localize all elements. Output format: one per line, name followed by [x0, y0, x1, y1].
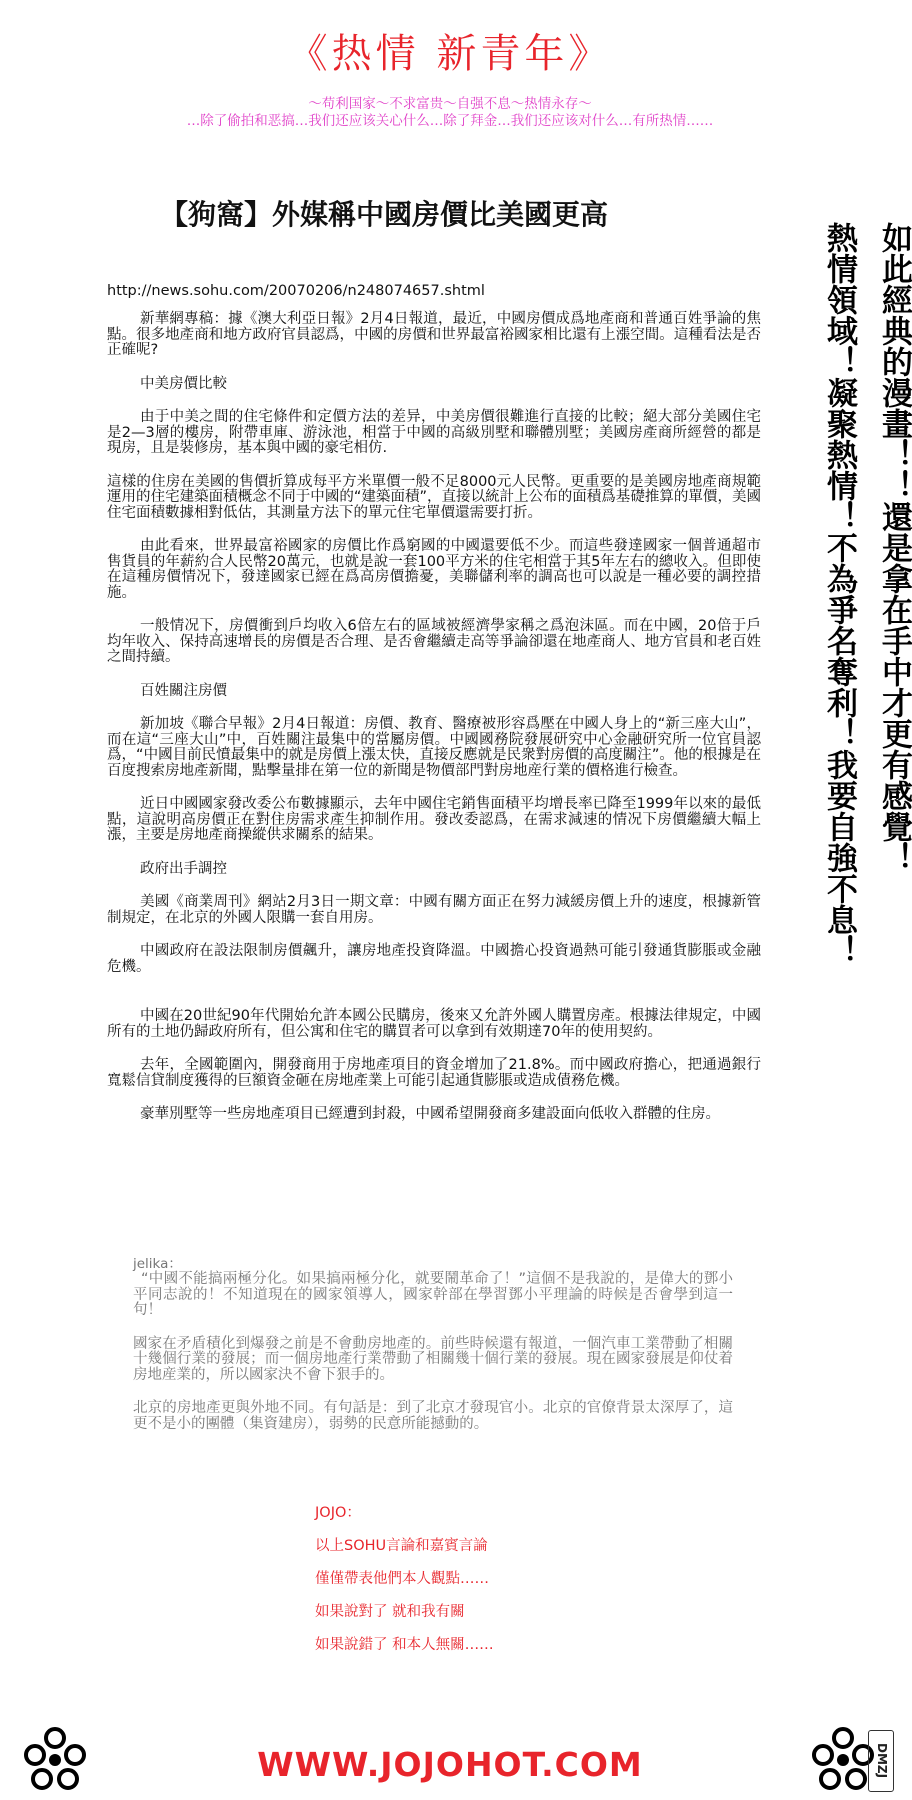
section-heading: 中美房價比較 [140, 375, 227, 392]
article-paragraph: 新華網專稿：據《澳大利亞日報》2月4日報道，最近，中國房價成爲地產商和普通百姓爭論的焦點。很多地產商和地方政府官員認爲，中國的房價和世界最富裕國家相比還有上漲空間。這種看法是否正確呢? [107, 311, 761, 358]
article-body [107, 312, 761, 1141]
banner-title: 《热情 新青年》 [287, 31, 613, 77]
article-paragraph: 中國在20世紀90年代開始允許本國公民購房，後來又允許外國人購置房產。根據法律規定，中國所有的土地仍歸政府所有，但公寓和住宅的購買者可以拿到有效期達70年的使用契約。 [107, 1008, 761, 1040]
disclaimer-line: 僅僅帶表他們本人觀點…… [315, 1571, 489, 1587]
guest-comment [133, 1257, 733, 1450]
comment-paragraph: “中國不能搞兩極分化。如果搞兩極分化，就要鬧革命了！”這個不是我說的，是偉大的鄧小平同志說的！不知道現在的國家領導人，國家幹部在學習鄧小平理論的時候是否會學到這一句！ [133, 1271, 733, 1318]
section-heading: 百姓關注房價 [140, 682, 227, 699]
footer-site-link[interactable]: WWW.JOJOHOT.COM [257, 1745, 643, 1784]
side-slogan-right: 如此經典的漫畫！！還是拿在手中才更有感覺！ [876, 222, 912, 873]
section-heading: 政府出手調控 [140, 860, 227, 877]
article-paragraph: 豪華別墅等一些房地產項目已經遭到封殺，中國希望開發商多建設面向低收入群體的住房。 [140, 1106, 720, 1122]
comment-author: jelika： [133, 1256, 182, 1272]
source-url-link[interactable]: http://news.sohu.com/20070206/n248074657.shtml [107, 283, 485, 299]
article-paragraph: 這樣的住房在美國的售價折算成每平方米單價一般不足8000元人民幣。更重要的是美國房地產商規範運用的住宅建築面積概念不同于中國的“建築面積”，直接以統計上公布的面積爲基礎推算的單價，美國住宅面積數據相對低估，其測量方法下的單元住宅單價還需要打折。 [107, 473, 761, 521]
article-paragraph: 去年，全國範圍內，開發商用于房地產項目的資金增加了21.8%。而中國政府擔心，把通過銀行寬鬆信貸制度獲得的巨額資金砸在房地產業上可能引起通貨膨脹或造成債務危機。 [107, 1057, 761, 1089]
article-paragraph: 近日中國國家發改委公布數據顯示，去年中國住宅銷售面積平均增長率已降至1999年以來的最低點，這說明高房價正在對住房需求產生抑制作用。發改委認爲，在需求減速的情况下房價繼續大幅上漲，主要是房地產商操縱供求關系的結果。 [107, 796, 761, 843]
comment-paragraph: 北京的房地產更與外地不同。有句話是：到了北京才發現官小。北京的官僚背景太深厚了，這更不是小的團體（集資建房），弱勢的民意所能撼動的。 [133, 1400, 733, 1432]
watermark-stamp: DMZJ [868, 1730, 894, 1792]
slogan-line-1: ～苟利国家～不求富贵～自强不息～热情永存～ [308, 96, 592, 112]
article-paragraph: 美國《商業周刊》網站2月3日一期文章：中國有關方面正在努力減緩房價上升的速度，根據新管制規定，在北京的外國人限購一套自用房。 [107, 894, 761, 926]
side-slogan-left: 熱情領域！凝聚熱情！不為爭名奪利！我要自強不息！ [821, 222, 857, 966]
article-paragraph: 由此看來，世界最富裕國家的房價比作爲窮國的中國還要低不少。而這些發達國家一個普通超市售貨員的年薪約合人民幣20萬元，也就是說一套100平方米的住宅相當于其5年左右的總收入。但即使在這種房價情况下，發達國家已經在爲高房價擔憂，美聯儲利率的調高也可以說是一種必要的調控措施。 [107, 538, 761, 601]
article-title: 【狗窩】外媒稱中國房價比美國更高 [160, 198, 609, 231]
disclaimer-line: 以上SOHU言論和嘉賓言論 [315, 1538, 488, 1554]
article-paragraph: 由于中美之間的住宅條件和定價方法的差异，中美房價很難進行直接的比較；絕大部分美國住宅是2—3層的樓房，附帶車庫、游泳池，相當于中國的高級別墅和聯體別墅；美國房產商所經營的都是現房，且是裝修房，基本與中國的豪宅相仿. [107, 409, 761, 456]
comment-paragraph: 國家在矛盾積化到爆發之前是不會動房地產的。前些時候還有報道，一個汽車工業帶動了相關十幾個行業的發展；而一個房地產行業帶動了相關幾十個行業的發展。現在國家發展是仰仗着房地産業的，所以國家決不會下狠手的。 [133, 1335, 733, 1383]
disclaimer-line: 如果說對了 就和我有關 [315, 1604, 465, 1620]
disclaimer-line: JOJO： [315, 1505, 361, 1521]
jojo-disclaimer [315, 1505, 494, 1670]
slogan-line-2: …除了偷拍和恶搞…我们还应该关心什么…除了拜金…我们还应该对什么…有所热情…… [186, 113, 714, 129]
article-paragraph: 中國政府在設法限制房價飆升，讓房地產投資降溫。中國擔心投資過熱可能引發通貨膨脹或金融危機。 [107, 943, 761, 975]
disclaimer-line: 如果說錯了 和本人無關…… [315, 1637, 494, 1653]
article-paragraph: 一般情况下，房價衝到戶均收入6倍左右的區域被經濟學家稱之爲泡沫區。而在中國，20倍于戶均年收入、保持高速增長的房價是否合理、是否會繼續走高等爭論卻還在地產商人、地方官員和老百姓之間持續。 [107, 618, 761, 665]
article-paragraph: 新加坡《聯合早報》2月4日報道：房價、教育、醫療被形容爲壓在中國人身上的“新三座大山”，而在這“三座大山”中，百姓關注最集中的當屬房價。中國國務院發展研究中心金融研究所一位官員認爲，“中國目前民憤最集中的就是房價上漲太快，直接反應就是民衆對房價的高度關注”。他的根據是在百度搜索房地產新聞，點擊量排在第一位的新聞是物價部門對房地産行業的價格進行檢查。 [107, 716, 761, 779]
